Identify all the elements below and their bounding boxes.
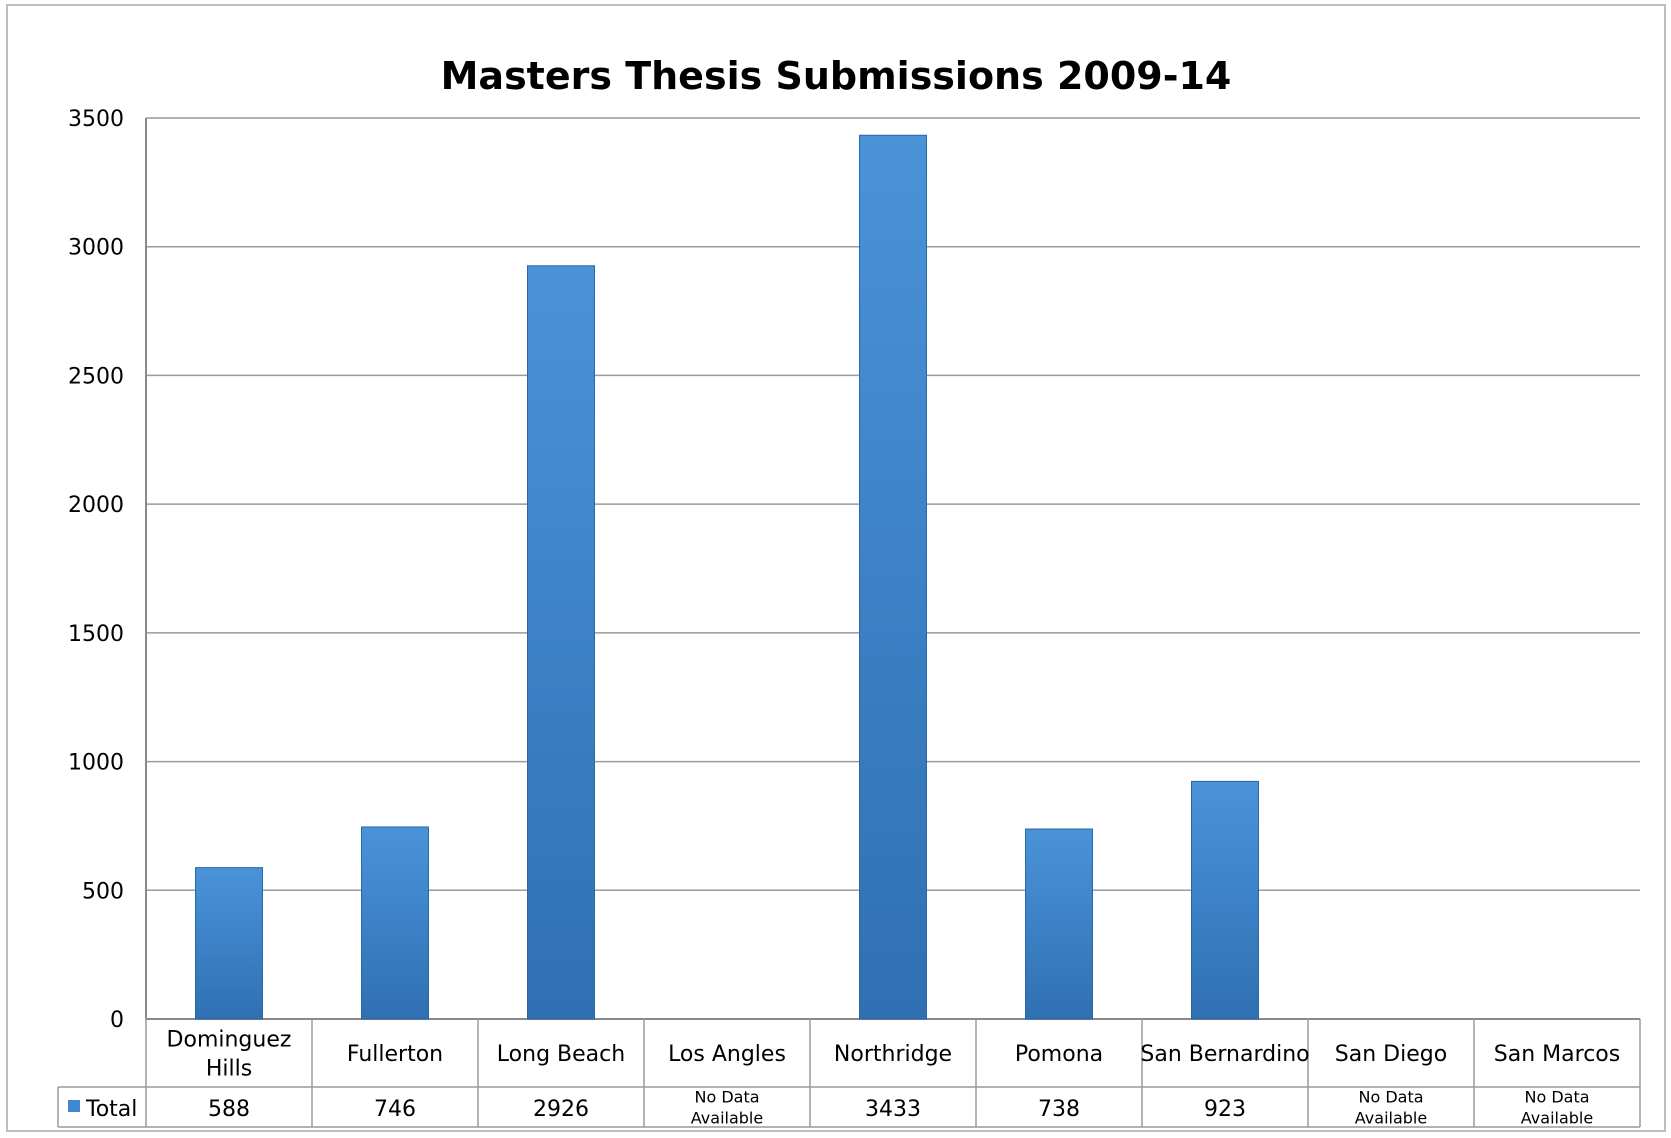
bar [1192, 781, 1259, 1019]
y-tick-label: 0 [110, 1008, 124, 1033]
x-tick-label: Hills [205, 1056, 253, 1082]
data-label: Available [1354, 1108, 1428, 1128]
bar [196, 868, 263, 1019]
bar [362, 827, 429, 1019]
x-tick-label: Fullerton [346, 1042, 444, 1067]
bar [528, 266, 595, 1019]
legend-swatch [68, 1100, 80, 1112]
data-label: 923 [1204, 1097, 1246, 1122]
x-tick-label: Northridge [833, 1042, 953, 1067]
chart-title: Masters Thesis Submissions 2009-14 [440, 54, 1232, 98]
x-tick-label: San Bernardino [1140, 1042, 1310, 1067]
x-tick-label: Long Beach [496, 1042, 626, 1067]
data-label: No Data [1358, 1087, 1424, 1107]
y-tick-label: 2000 [68, 493, 124, 519]
x-tick-label: Los Angles [668, 1042, 786, 1067]
y-tick-label: 2500 [68, 364, 124, 390]
data-label: 746 [374, 1097, 416, 1122]
data-label: 2926 [533, 1097, 589, 1122]
bar [1026, 829, 1093, 1019]
x-tick-label: Pomona [1014, 1042, 1104, 1067]
legend-label: Total [86, 1097, 138, 1122]
x-tick-label: San Diego [1334, 1042, 1448, 1067]
data-label: No Data [694, 1087, 760, 1107]
data-label: 738 [1038, 1097, 1080, 1122]
data-label: 3433 [865, 1097, 921, 1122]
y-tick-label: 1500 [68, 621, 124, 647]
y-tick-label: 500 [82, 879, 124, 905]
data-label: 588 [208, 1097, 250, 1122]
x-tick-label: Dominguez [166, 1027, 292, 1053]
y-tick-label: 3000 [68, 235, 124, 261]
data-label: No Data [1524, 1087, 1590, 1107]
y-tick-label: 3500 [68, 107, 124, 132]
x-tick-label: San Marcos [1493, 1042, 1621, 1067]
bar [860, 135, 927, 1019]
data-label: Available [1520, 1108, 1594, 1128]
y-tick-label: 1000 [68, 750, 124, 776]
data-label: Available [690, 1108, 764, 1128]
